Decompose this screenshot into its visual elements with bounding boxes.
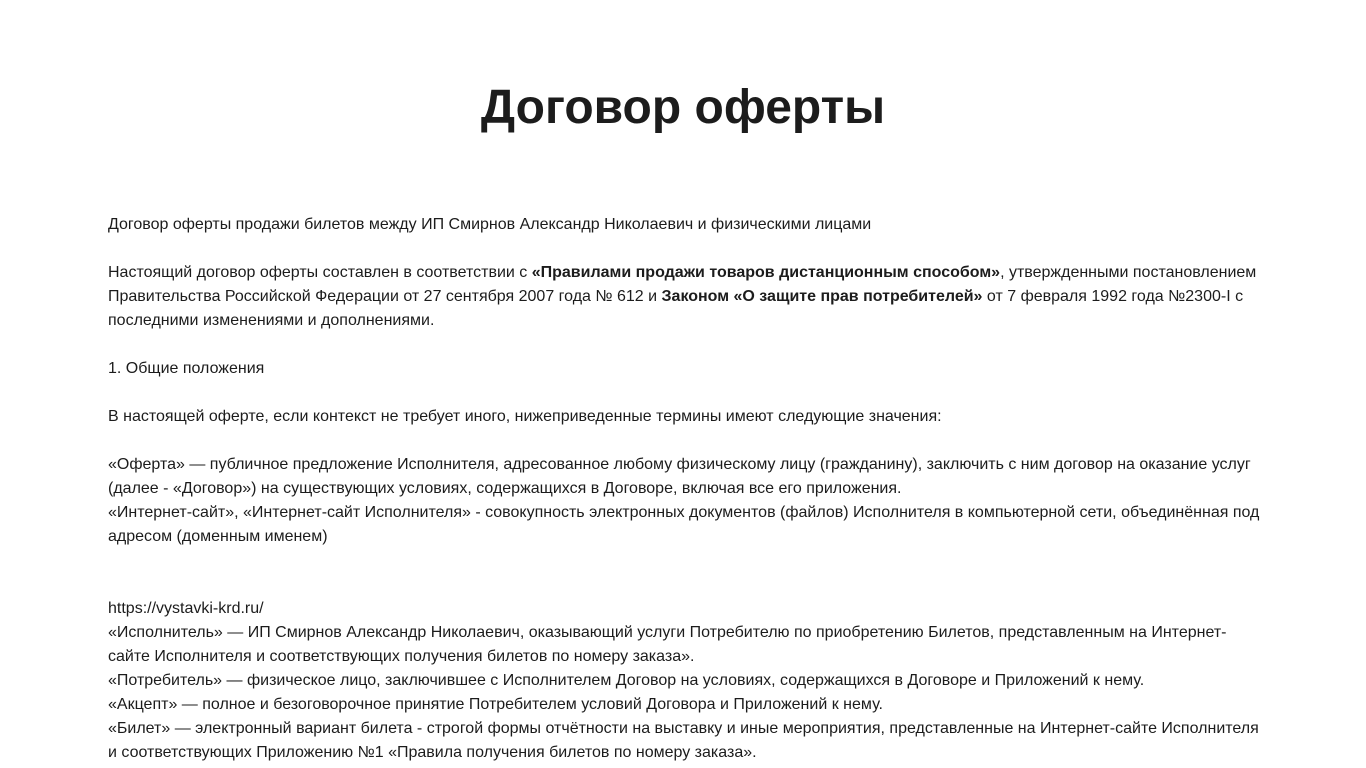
terms-intro: В настоящей оферте, если контекст не требует иного, нижеприведенные термины имеют следующие значения: [108, 408, 942, 425]
basis-text-1: Настоящий договор оферты составлен в соответствии с [108, 264, 532, 281]
definition-consumer: «Потребитель» — физическое лицо, заключившее с Исполнителем Договор на условиях, содержащихся в Договоре и Приложений к нему. [108, 672, 1145, 689]
basis-paragraph [108, 261, 1260, 333]
basis-text-2: , утвержденными постановлением Правительства Российской Федерации от 27 сентября 2007 года № 612 и [108, 264, 1257, 305]
definition-oferta: «Оферта» — публичное предложение Исполнителя, адресованное любому физическому лицу (гражданину), заключить с ним договор на оказание услуг (далее - «Договор») на существующих условиях, содержащихся в Договоре, включая все его приложения. [108, 456, 1251, 497]
definition-ticket: «Билет» — электронный вариант билета - строгой формы отчётности на выставку и иные мероприятия, представленные на Интернет-сайте Исполнителя и соответствующих Приложению №1 «Правила получения билетов по номеру заказа». [108, 720, 1259, 761]
basis-text-3: от 7 февраля 1992 года №2300-I с последними изменениями и дополнениями. [108, 288, 1244, 329]
section-heading: 1. Общие положения [108, 360, 265, 377]
definition-accept: «Акцепт» — полное и безоговорочное принятие Потребителем условий Договора и Приложений к нему. [108, 696, 883, 713]
definition-executor: «Исполнитель» — ИП Смирнов Александр Николаевич, оказывающий услуги Потребителю по приобретению Билетов, представленным на Интернет-сайте Исполнителя и соответствующих получения билетов по номеру заказа». [108, 624, 1227, 665]
basis-rules-bold: «Правилами продажи товаров дистанционным способом» [531, 264, 1001, 281]
website-url: https://vystavki-krd.ru/ [108, 600, 264, 617]
basis-law-bold: Законом «О защите прав потребителей» [661, 288, 983, 305]
definition-website: «Интернет-сайт», «Интернет-сайт Исполнителя» - совокупность электронных документов (файлов) Исполнителя в компьютерной сети, объединённая под адресом (доменным именем) [108, 504, 1260, 545]
intro-paragraph: Договор оферты продажи билетов между ИП Смирнов Александр Николаевич и физическими лицами [108, 216, 872, 233]
document-body [108, 213, 1260, 765]
page-title: Договор оферты [480, 81, 886, 134]
